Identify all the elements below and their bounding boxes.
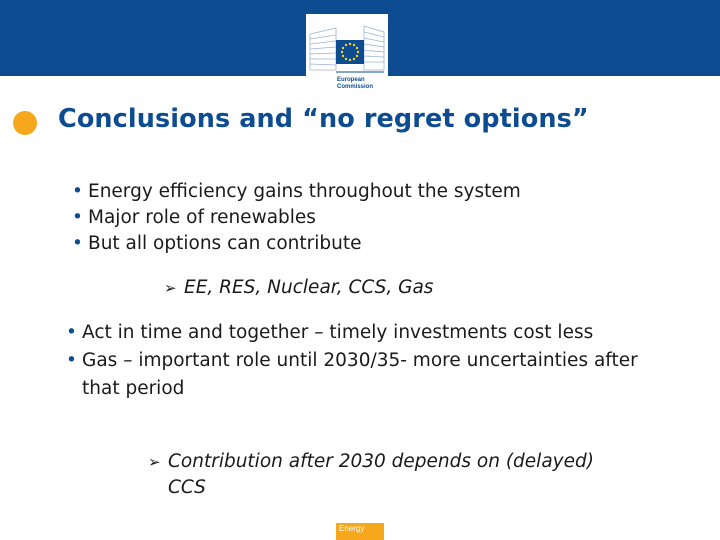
footer-energy-tag: Energy bbox=[336, 523, 384, 540]
sub-point-ccs: ➢ Contribution after 2030 depends on (delayed) CCS bbox=[148, 449, 598, 501]
european-commission-logo bbox=[306, 14, 388, 98]
logo-text: European Commission bbox=[337, 77, 374, 90]
list-item: • Gas – important role until 2030/35- more uncertainties after that period bbox=[66, 347, 646, 403]
list-item: • Act in time and together – timely investments cost less bbox=[66, 319, 646, 347]
bullet-list-bottom bbox=[66, 319, 646, 403]
bullet-list-top bbox=[72, 179, 521, 257]
list-item: • But all options can contribute bbox=[72, 231, 521, 257]
list-item: • Major role of renewables bbox=[72, 205, 521, 231]
slide-title: Conclusions and “no regret options” bbox=[58, 104, 589, 134]
list-item: • Energy efficiency gains throughout the system bbox=[72, 179, 521, 205]
title-bullet-icon bbox=[13, 111, 37, 135]
sub-point-options: ➢ EE, RES, Nuclear, CCS, Gas bbox=[164, 275, 433, 301]
